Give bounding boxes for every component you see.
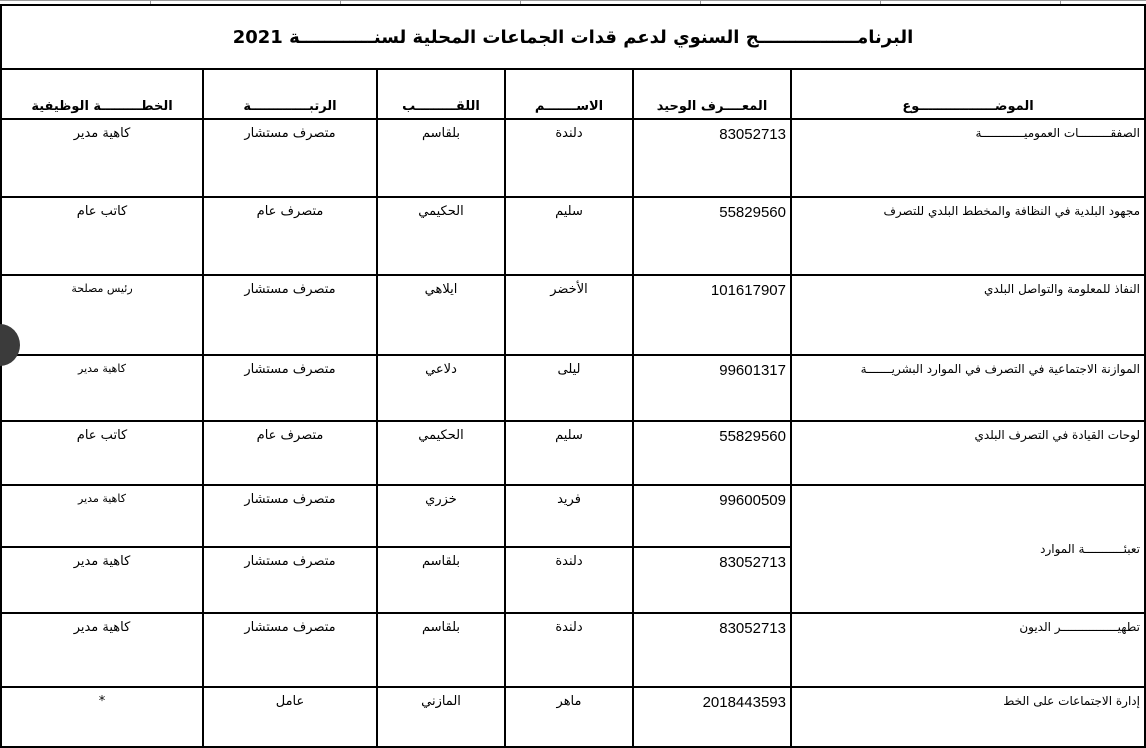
table-row <box>1 275 1145 355</box>
table-row <box>1 485 1145 547</box>
name-cell: ماهر <box>505 687 633 747</box>
id-cell: 2018443593 <box>633 687 791 747</box>
topic-cell: النفاذ للمعلومة والتواصل البلدي <box>791 275 1145 355</box>
program-table <box>0 68 1146 748</box>
rank-cell: متصرف مستشار <box>203 355 377 421</box>
name-cell: ليلى <box>505 355 633 421</box>
surname-cell: بلقاسم <box>377 119 505 197</box>
position-cell: كاتب عام <box>1 421 203 485</box>
topic-cell: إدارة الاجتماعات على الخط <box>791 687 1145 747</box>
position-cell: كاهية مدير <box>1 547 203 613</box>
name-cell: فريد <box>505 485 633 547</box>
name-cell: دلندة <box>505 119 633 197</box>
surname-cell: خزري <box>377 485 505 547</box>
table-row <box>1 197 1145 275</box>
surname-cell: الحكيمي <box>377 421 505 485</box>
name-cell: الأخضر <box>505 275 633 355</box>
position-cell: * <box>1 687 203 747</box>
name-cell: دلندة <box>505 547 633 613</box>
position-cell: رئيس مصلحة <box>1 275 203 355</box>
rank-cell: متصرف مستشار <box>203 485 377 547</box>
topic-cell: الصفقـــــــــات العموميــــــــــــة <box>791 119 1145 197</box>
id-cell: 101617907 <box>633 275 791 355</box>
header-topic: الموضـــــــــــــــــوع <box>791 69 1145 119</box>
surname-cell: المازني <box>377 687 505 747</box>
table-row <box>1 119 1145 197</box>
id-cell: 83052713 <box>633 119 791 197</box>
header-name: الاســـــــم <box>505 69 633 119</box>
surname-cell: دلاعي <box>377 355 505 421</box>
id-cell: 99601317 <box>633 355 791 421</box>
surname-cell: بلقاسم <box>377 547 505 613</box>
position-cell: كاهية مدير <box>1 613 203 687</box>
name-cell: دلندة <box>505 613 633 687</box>
table-row <box>1 613 1145 687</box>
surname-cell: ايلاهي <box>377 275 505 355</box>
name-cell: سليم <box>505 197 633 275</box>
rank-cell: عامل <box>203 687 377 747</box>
rank-cell: متصرف عام <box>203 197 377 275</box>
topic-cell: الموازنة الاجتماعية في التصرف في الموارد البشريـــــــة <box>791 355 1145 421</box>
header-position: الخطـــــــــة الوظيفية <box>1 69 203 119</box>
id-cell: 83052713 <box>633 613 791 687</box>
name-cell: سليم <box>505 421 633 485</box>
header-surname: اللقـــــــــب <box>377 69 505 119</box>
id-cell: 99600509 <box>633 485 791 547</box>
header-id: المعــــرف الوحيد <box>633 69 791 119</box>
table-row <box>1 687 1145 747</box>
topic-cell: تعبئـــــــــــة الموارد <box>791 485 1145 613</box>
topic-cell: تطهيــــــــــــــــر الديون <box>791 613 1145 687</box>
position-cell: كاهية مدير <box>1 485 203 547</box>
id-cell: 83052713 <box>633 547 791 613</box>
id-cell: 55829560 <box>633 197 791 275</box>
page-title: البرنامــــــــــــــــج السنوي لدعم قدات الجماعات المحلية لسنــــــــــــة 2021 <box>232 26 914 48</box>
table-header-row <box>1 69 1145 119</box>
surname-cell: بلقاسم <box>377 613 505 687</box>
table-row <box>1 421 1145 485</box>
position-cell: كاهية مدير <box>1 119 203 197</box>
position-cell: كاهية مدير <box>1 355 203 421</box>
surname-cell: الحكيمي <box>377 197 505 275</box>
position-cell: كاتب عام <box>1 197 203 275</box>
rank-cell: متصرف مستشار <box>203 547 377 613</box>
rank-cell: متصرف عام <box>203 421 377 485</box>
table-row <box>1 355 1145 421</box>
rank-cell: متصرف مستشار <box>203 613 377 687</box>
rank-cell: متصرف مستشار <box>203 275 377 355</box>
header-rank: الرتبـــــــــــــة <box>203 69 377 119</box>
topic-cell: مجهود البلدية في النظافة والمخطط البلدي للتصرف <box>791 197 1145 275</box>
id-cell: 55829560 <box>633 421 791 485</box>
topic-cell: لوحات القيادة في التصرف البلدي <box>791 421 1145 485</box>
rank-cell: متصرف مستشار <box>203 119 377 197</box>
